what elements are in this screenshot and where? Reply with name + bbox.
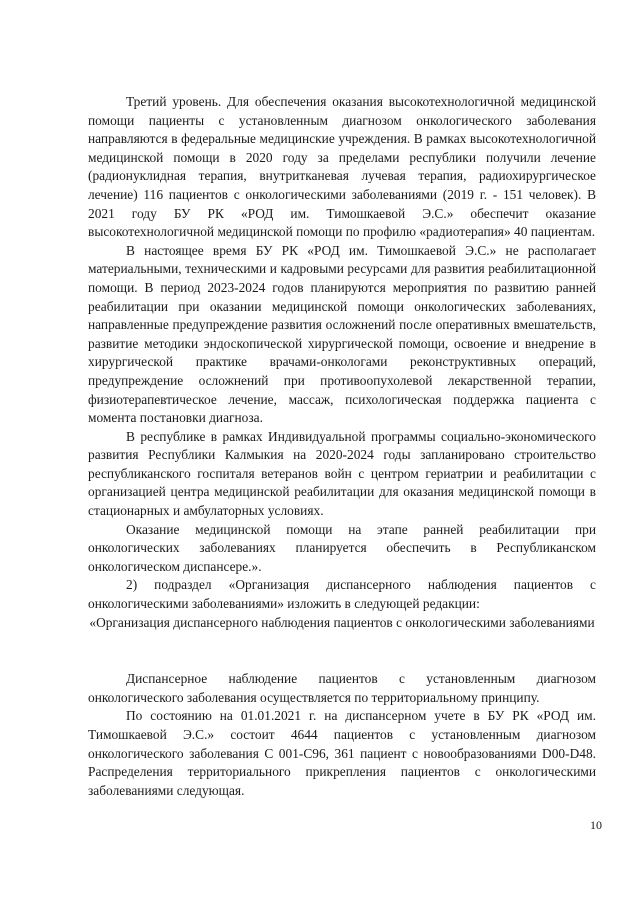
paragraph-registered-patients: По состоянию на 01.01.2021 г. на диспансерном учете в БУ РК «РОД им. Тимошкаевой Э.С.» состоит 4644 пациентов с установленным диагнозом онкологического заболевания С 001-С96, 361 пациент с новообразованиями D00-D48. Распределения территориального прикрепления пациентов с онкологическими заболеваниями следующая. — [88, 708, 596, 798]
paragraph-third-level: Третий уровень. Для обеспечения оказания высокотехнологичной медицинской помощи пациенты с установленным диагнозом онкологического заболевания направляются в федеральные медицинские учреждения. В рамках высокотехнологичной медицинской помощи в 2020 году за пределами республики получили лечение (радионуклидная терапия, внутритканевая лучевая терапия, радиохирургическое лечение) 116 пациентов с онкологическими заболеваниями (2019 г. - 151 человек). В 2021 году БУ РК «РОД им. Тимошкаевой Э.С.» обеспечит оказание высокотехнологичной медицинской помощи по профилю «радиотерапия» 40 пациентам. — [88, 94, 596, 240]
paragraph-rehabilitation-resources: В настоящее время БУ РК «РОД им. Тимошкаевой Э.С.» не располагает материальными, техническими и кадровыми ресурсами для развития реабилитационной помощи. В период 2023-2024 годов планируются мероприятия по развитию ранней реабилитации при оказании медицинской помощи онкологических заболеваниях, направленные предупреждение развития осложнений после оперативных вмешательств, развитие методики эндоскопической хирургической помощи, освоение и внедрение в хирургической практике врачами-онкологами реконструктивных операций, предупреждение осложнений при противоопухолевой лекарственной терапии, физиотерапевтическое лечение, массаж, психологическая поддержка пациента с момента постановки диагноза. — [88, 242, 596, 426]
paragraph-early-rehabilitation: Оказание медицинской помощи на этапе ранней реабилитации при онкологических заболеваниях планируется обеспечить в Республиканском онкологическом диспансере.». — [88, 521, 596, 574]
spacer — [88, 632, 596, 670]
page-number: 10 — [590, 818, 602, 832]
paragraph-subsection-amendment: 2) подраздел «Организация диспансерного наблюдения пациентов с онкологическими заболеваниями» изложить в следующей редакции: — [88, 577, 596, 612]
paragraph-dispensary-observation: Диспансерное наблюдение пациентов с установленным диагнозом онкологического заболевания осуществляется по территориальному принципу. — [88, 671, 596, 705]
paragraph-veterans-hospital: В республике в рамках Индивидуальной программы социально-экономического развития Республики Калмыкия на 2020-2024 годы запланировано строительство республиканского госпиталя ветеранов войн с центром гериатрии и реабилитации с организацией центра медицинской реабилитации для оказания медицинской помощи в стационарных и амбулаторных условиях. — [88, 428, 596, 519]
document-page — [88, 93, 596, 800]
section-heading: «Организация диспансерного наблюдения пациентов с онкологическими заболеваниями — [89, 614, 595, 630]
